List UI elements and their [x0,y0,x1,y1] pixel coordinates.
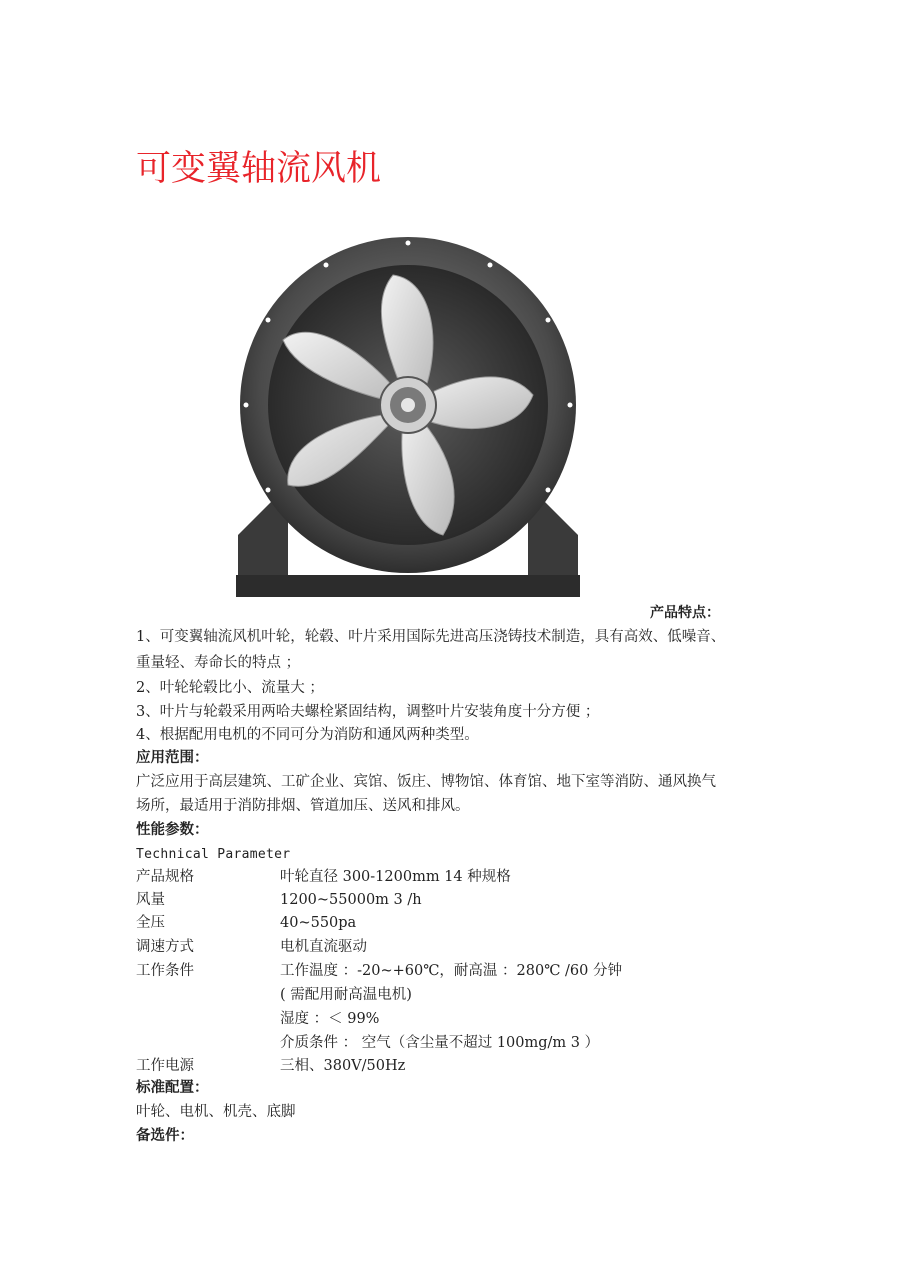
page-title: 可变翼轴流风机 [136,149,382,189]
feature-line: 3、叶片与轮毂采用两哈夫螺栓紧固结构，调整叶片安装角度十分方便 ； [136,704,600,720]
param-value: 介质条件 ： 空气（含尘量不超过 100mg/m 3 ） [280,1035,600,1051]
feature-line: 重量轻、寿命长的特点 ； [136,655,301,671]
param-key: 风量 [136,892,165,908]
application-line: 场所，最适用于消防排烟、管道加压、送风和排风。 [136,798,470,814]
param-key: 产品规格 [136,869,194,885]
feature-line: 4、根据配用电机的不同可分为消防和通风两种类型。 [136,727,479,743]
feature-line: 1、可变翼轴流风机叶轮，轮毂、叶片采用国际先进高压浇铸技术制造，具有高效、低噪音、 [136,629,726,645]
param-key: 工作电源 [136,1058,194,1074]
standard-text: 叶轮、电机、机壳、底脚 [136,1104,296,1120]
param-value: ( 需配用耐高温电机) [280,987,412,1003]
features-heading: 产品特点： [650,605,720,621]
param-key: 工作条件 [136,963,194,979]
standard-heading: 标准配置： [136,1079,209,1096]
param-value: 40~550pa [280,915,357,931]
performance-subtitle: Technical Parameter [136,847,291,862]
param-key: 全压 [136,915,165,931]
application-line: 广泛应用于高层建筑、工矿企业、宾馆、饭庄、博物馆、体育馆、地下室等消防、通风换气 [136,774,716,790]
feature-line: 2、叶轮轮毂比小、流量大 ； [136,680,324,696]
param-value: 三相、380V/50Hz [280,1058,406,1074]
param-value: 湿度 ：＜ 99% [280,1011,380,1027]
param-key: 调速方式 [136,939,194,955]
param-value: 工作温度 ：-20~+60℃，耐高温 ：280℃ /60 分钟 [280,963,622,979]
param-value: 1200~55000m 3 /h [280,892,422,908]
axial-fan-photo [218,235,598,605]
param-value: 叶轮直径 300-1200mm 14 种规格 [280,869,511,885]
param-value: 电机直流驱动 [280,939,367,955]
performance-heading: 性能参数： [136,821,209,838]
fan-icon [218,235,598,605]
application-heading: 应用范围： [136,749,209,766]
optional-heading: 备选件： [136,1127,194,1144]
